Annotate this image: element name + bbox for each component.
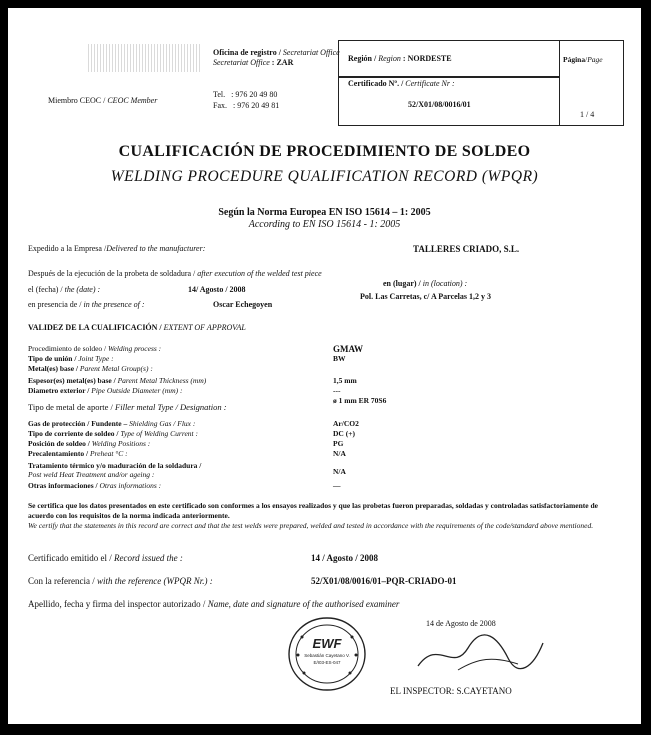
page-label: Página/Page [563, 55, 603, 64]
tel-line: Tel. : 976 20 49 80 [213, 90, 278, 99]
validity-table: Procedimiento de soldeo / Welding process : GMAW Tipo de unión / Joint Type : BW Metal(es) base / Parent Metal Group(s) : Espesor(es) metal(es) base / Parent Metal Thickness (mm) 1,5 mm Diametro exterior / Pipe Outside Diameter (mm) : --- Tipo de metal de aporte / Filler metal Type / Designation : ø 1 mm ER 70S6 Gas de protección / Fundente – Shielding Gas / Flux : Ar/CO2 Tipo de corriente de soldeo / Type of Welding Current : DC (+) Posición de soldeo / Welding Positions : PG Precalentamiento / Preheat °C : N/A Tratamiento térmico y/o maduración de la soldadura / Post weld Heat Treatment and/or ageing : N/A Otras informaciones / Otras informations : — [28, 344, 448, 494]
date-label: el (fecha) / the (date) : [28, 285, 101, 294]
signature-scribble [408, 628, 548, 678]
presence-label: en presencia de / in the presence of : [28, 300, 145, 309]
fax-line: Fax. : 976 20 49 81 [213, 101, 280, 110]
ewf-stamp [286, 615, 368, 693]
title-en: WELDING PROCEDURE QUALIFICATION RECORD (WPQR) [110, 168, 539, 185]
certify-en: We certify that the statements in this record are correct and that the test welds were prepared, welded and tested in accordance with the requirements of the code/standard above mentioned. [28, 521, 594, 530]
validity-row: Tratamiento térmico y/o maduración de la soldadura / Post weld Heat Treatment and/or ageing : N/A [28, 461, 346, 479]
inspector-label: Apellido, fecha y firma del inspector autorizado / Name, date and signature of the authorised examiner [28, 599, 400, 609]
organization-logo [88, 44, 200, 72]
office-code-line: Secretariat Office : ZAR [213, 58, 294, 67]
inspector-name-line: EL INSPECTOR: S.CAYETANO [390, 686, 512, 696]
place-value: Pol. Las Carretas, c/ A Parcelas 1,2 y 3 [360, 292, 492, 301]
office-label: Oficina de registro / Secretariat Office [213, 48, 340, 57]
stamp-name: Sebastián Cayetano V. [304, 653, 350, 658]
stamp-code: E/I03-ES-047 [313, 660, 341, 665]
validity-heading: VALIDEZ DE LA CUALIFICACIÓN / EXTENT OF APPROVAL [28, 323, 246, 332]
cert-number: 52/X01/08/0016/01 [408, 100, 471, 109]
issued-label: Expedido a la Empresa /Delivered to the manufacturer: [28, 244, 206, 253]
after-execution-label: Después de la ejecución de la probeta de soldadura / after execution of the welded test piece [28, 269, 322, 278]
issued-date-value: 14 / Agosto / 2008 [311, 553, 379, 563]
date-value: 14/ Agosto / 2008 [188, 285, 246, 294]
signature-date: 14 de Agosto de 2008 [426, 619, 496, 628]
stamp-logo-text: EWF [312, 636, 342, 651]
certificate-page [8, 8, 641, 724]
norm-es: Según la Norma Europea EN ISO 15614 – 1: 2005 [218, 207, 431, 218]
member-label: Miembro CEOC / CEOC Member [48, 96, 158, 105]
title-es: CUALIFICACIÓN DE PROCEDIMIENTO DE SOLDEO [118, 143, 531, 160]
certify-es: Se certifica que los datos presentados en este certificado son conformes a los ensayos realizados y que las probetas fueron preparadas, soldadas y controladas satisfactoriamente de acuerdo con los requisitos de la norma indicada anteriormente. [28, 501, 598, 520]
reference-value: 52/X01/08/0016/01–PQR-CRIADO-01 [311, 576, 457, 586]
company-name: TALLERES CRIADO, S.L. [413, 244, 520, 254]
reference-label: Con la referencia / with the reference (WPQR Nr.) : [28, 576, 213, 586]
norm-en: According to EN ISO 15614 - 1: 2005 [248, 219, 401, 230]
page-number: 1 / 4 [580, 110, 595, 119]
cert-label: Certificado Nº. / Certificate Nr : [348, 79, 455, 88]
presence-value: Oscar Echegoyen [213, 300, 273, 309]
place-label: en (lugar) / in (location) : [383, 279, 468, 288]
region-label: Región / Region : NORDESTE [348, 54, 452, 63]
issued-date-label: Certificado emitido el / Record issued the : [28, 553, 183, 563]
